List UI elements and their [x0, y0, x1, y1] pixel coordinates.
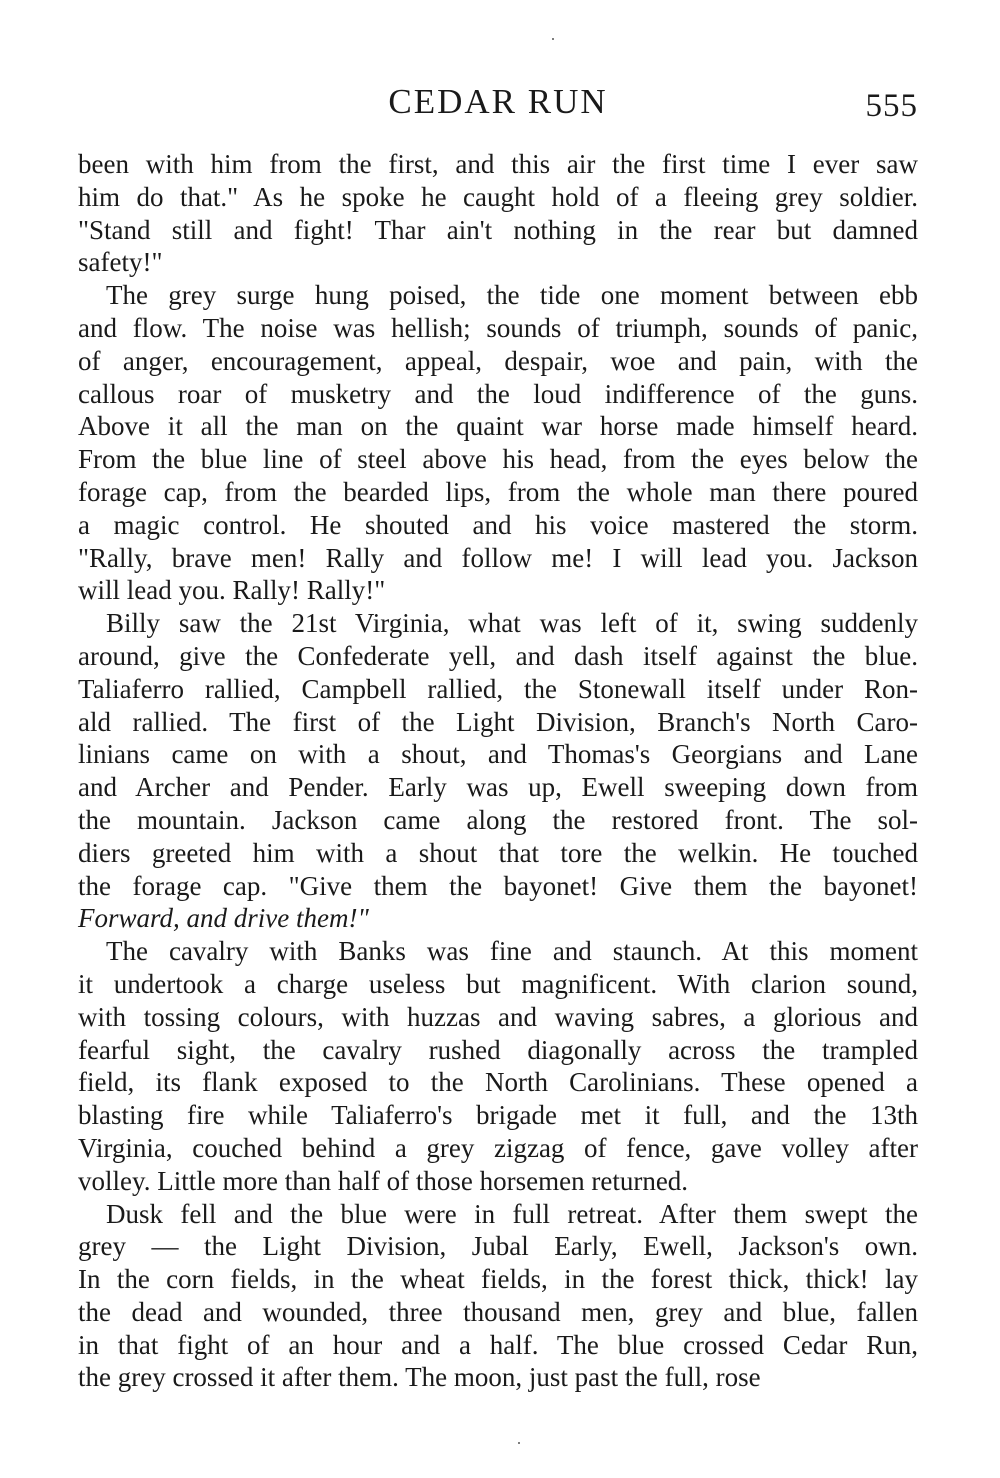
text-line: the dead and wounded, three thousand men, grey and blue, fallen [78, 1296, 918, 1327]
text-line: a magic control. He shouted and his voice mastered the storm. [78, 509, 918, 540]
running-title: CEDAR RUN [388, 82, 608, 121]
text-line: and flow. The noise was hellish; sounds of triumph, sounds of panic, [78, 312, 918, 343]
page-number: 555 [865, 88, 918, 124]
paragraph [78, 607, 918, 935]
text-line: In the corn fields, in the wheat fields, in the forest thick, thick! lay [78, 1264, 918, 1295]
text-line: Taliaferro rallied, Campbell rallied, the Stonewall itself under Ron- [78, 673, 918, 704]
text-line: safety!" [78, 247, 163, 278]
italic-text-line: Forward, and drive them!" [78, 903, 369, 934]
text-line: the forage cap. "Give them the bayonet! Give them the bayonet! [78, 870, 918, 901]
text-line: it undertook a charge useless but magnificent. With clarion sound, [78, 968, 918, 999]
text-line: Virginia, couched behind a grey zigzag of fence, gave volley after [78, 1132, 918, 1163]
text-line: field, its flank exposed to the North Carolinians. These opened a [78, 1067, 918, 1098]
text-line: "Rally, brave men! Rally and follow me! I will lead you. Jackson [78, 542, 918, 573]
text-line: the mountain. Jackson came along the restored front. The sol- [78, 804, 918, 835]
text-line: callous roar of musketry and the loud indifference of the guns. [78, 378, 918, 409]
text-line: of anger, encouragement, appeal, despair, woe and pain, with the [78, 345, 918, 376]
text-line: diers greeted him with a shout that tore the welkin. He touched [78, 837, 918, 868]
text-line: will lead you. Rally! Rally!" [78, 575, 386, 606]
text-line: The cavalry with Banks was fine and staunch. At this moment [106, 936, 918, 967]
text-line: been with him from the first, and this air the first time I ever saw [78, 149, 918, 179]
print-speck [552, 38, 554, 40]
text-line: Billy saw the 21st Virginia, what was left of it, swing suddenly [106, 608, 918, 639]
text-line: around, give the Confederate yell, and dash itself against the blue. [78, 640, 918, 671]
text-line: and Archer and Pender. Early was up, Ewell sweeping down from [78, 772, 918, 803]
text-line: "Stand still and fight! Thar ain't nothing in the rear but damned [78, 214, 918, 245]
text-line: Dusk fell and the blue were in full retreat. After them swept the [106, 1198, 918, 1229]
paragraph [78, 279, 918, 607]
text-line: grey — the Light Division, Jubal Early, Ewell, Jackson's own. [78, 1231, 918, 1262]
text-line: From the blue line of steel above his head, from the eyes below the [78, 444, 918, 475]
text-line: him do that." As he spoke he caught hold of a fleeing grey soldier. [78, 181, 918, 212]
text-line: with tossing colours, with huzzas and waving sabres, a glorious and [78, 1001, 918, 1032]
text-line: fearful sight, the cavalry rushed diagonally across the trampled [78, 1034, 918, 1065]
paragraph [78, 148, 918, 279]
page-header [78, 82, 918, 132]
print-speck [518, 1442, 520, 1444]
text-line: in that fight of an hour and a half. The blue crossed Cedar Run, [78, 1329, 918, 1360]
paragraph [78, 1198, 918, 1395]
text-line: The grey surge hung poised, the tide one moment between ebb [106, 280, 918, 311]
body-text [78, 148, 918, 1394]
text-line: linians came on with a shout, and Thomas's Georgians and Lane [78, 739, 918, 770]
text-line: forage cap, from the bearded lips, from the whole man there poured [78, 476, 918, 507]
paragraph [78, 935, 918, 1197]
text-line: ald rallied. The first of the Light Division, Branch's North Caro- [78, 706, 918, 737]
text-line: volley. Little more than half of those horsemen returned. [78, 1165, 689, 1196]
text-line: Above it all the man on the quaint war horse made himself heard. [78, 411, 918, 442]
text-line: the grey crossed it after them. The moon, just past the full, rose [78, 1362, 761, 1393]
text-line: blasting fire while Taliaferro's brigade met it full, and the 13th [78, 1100, 918, 1131]
